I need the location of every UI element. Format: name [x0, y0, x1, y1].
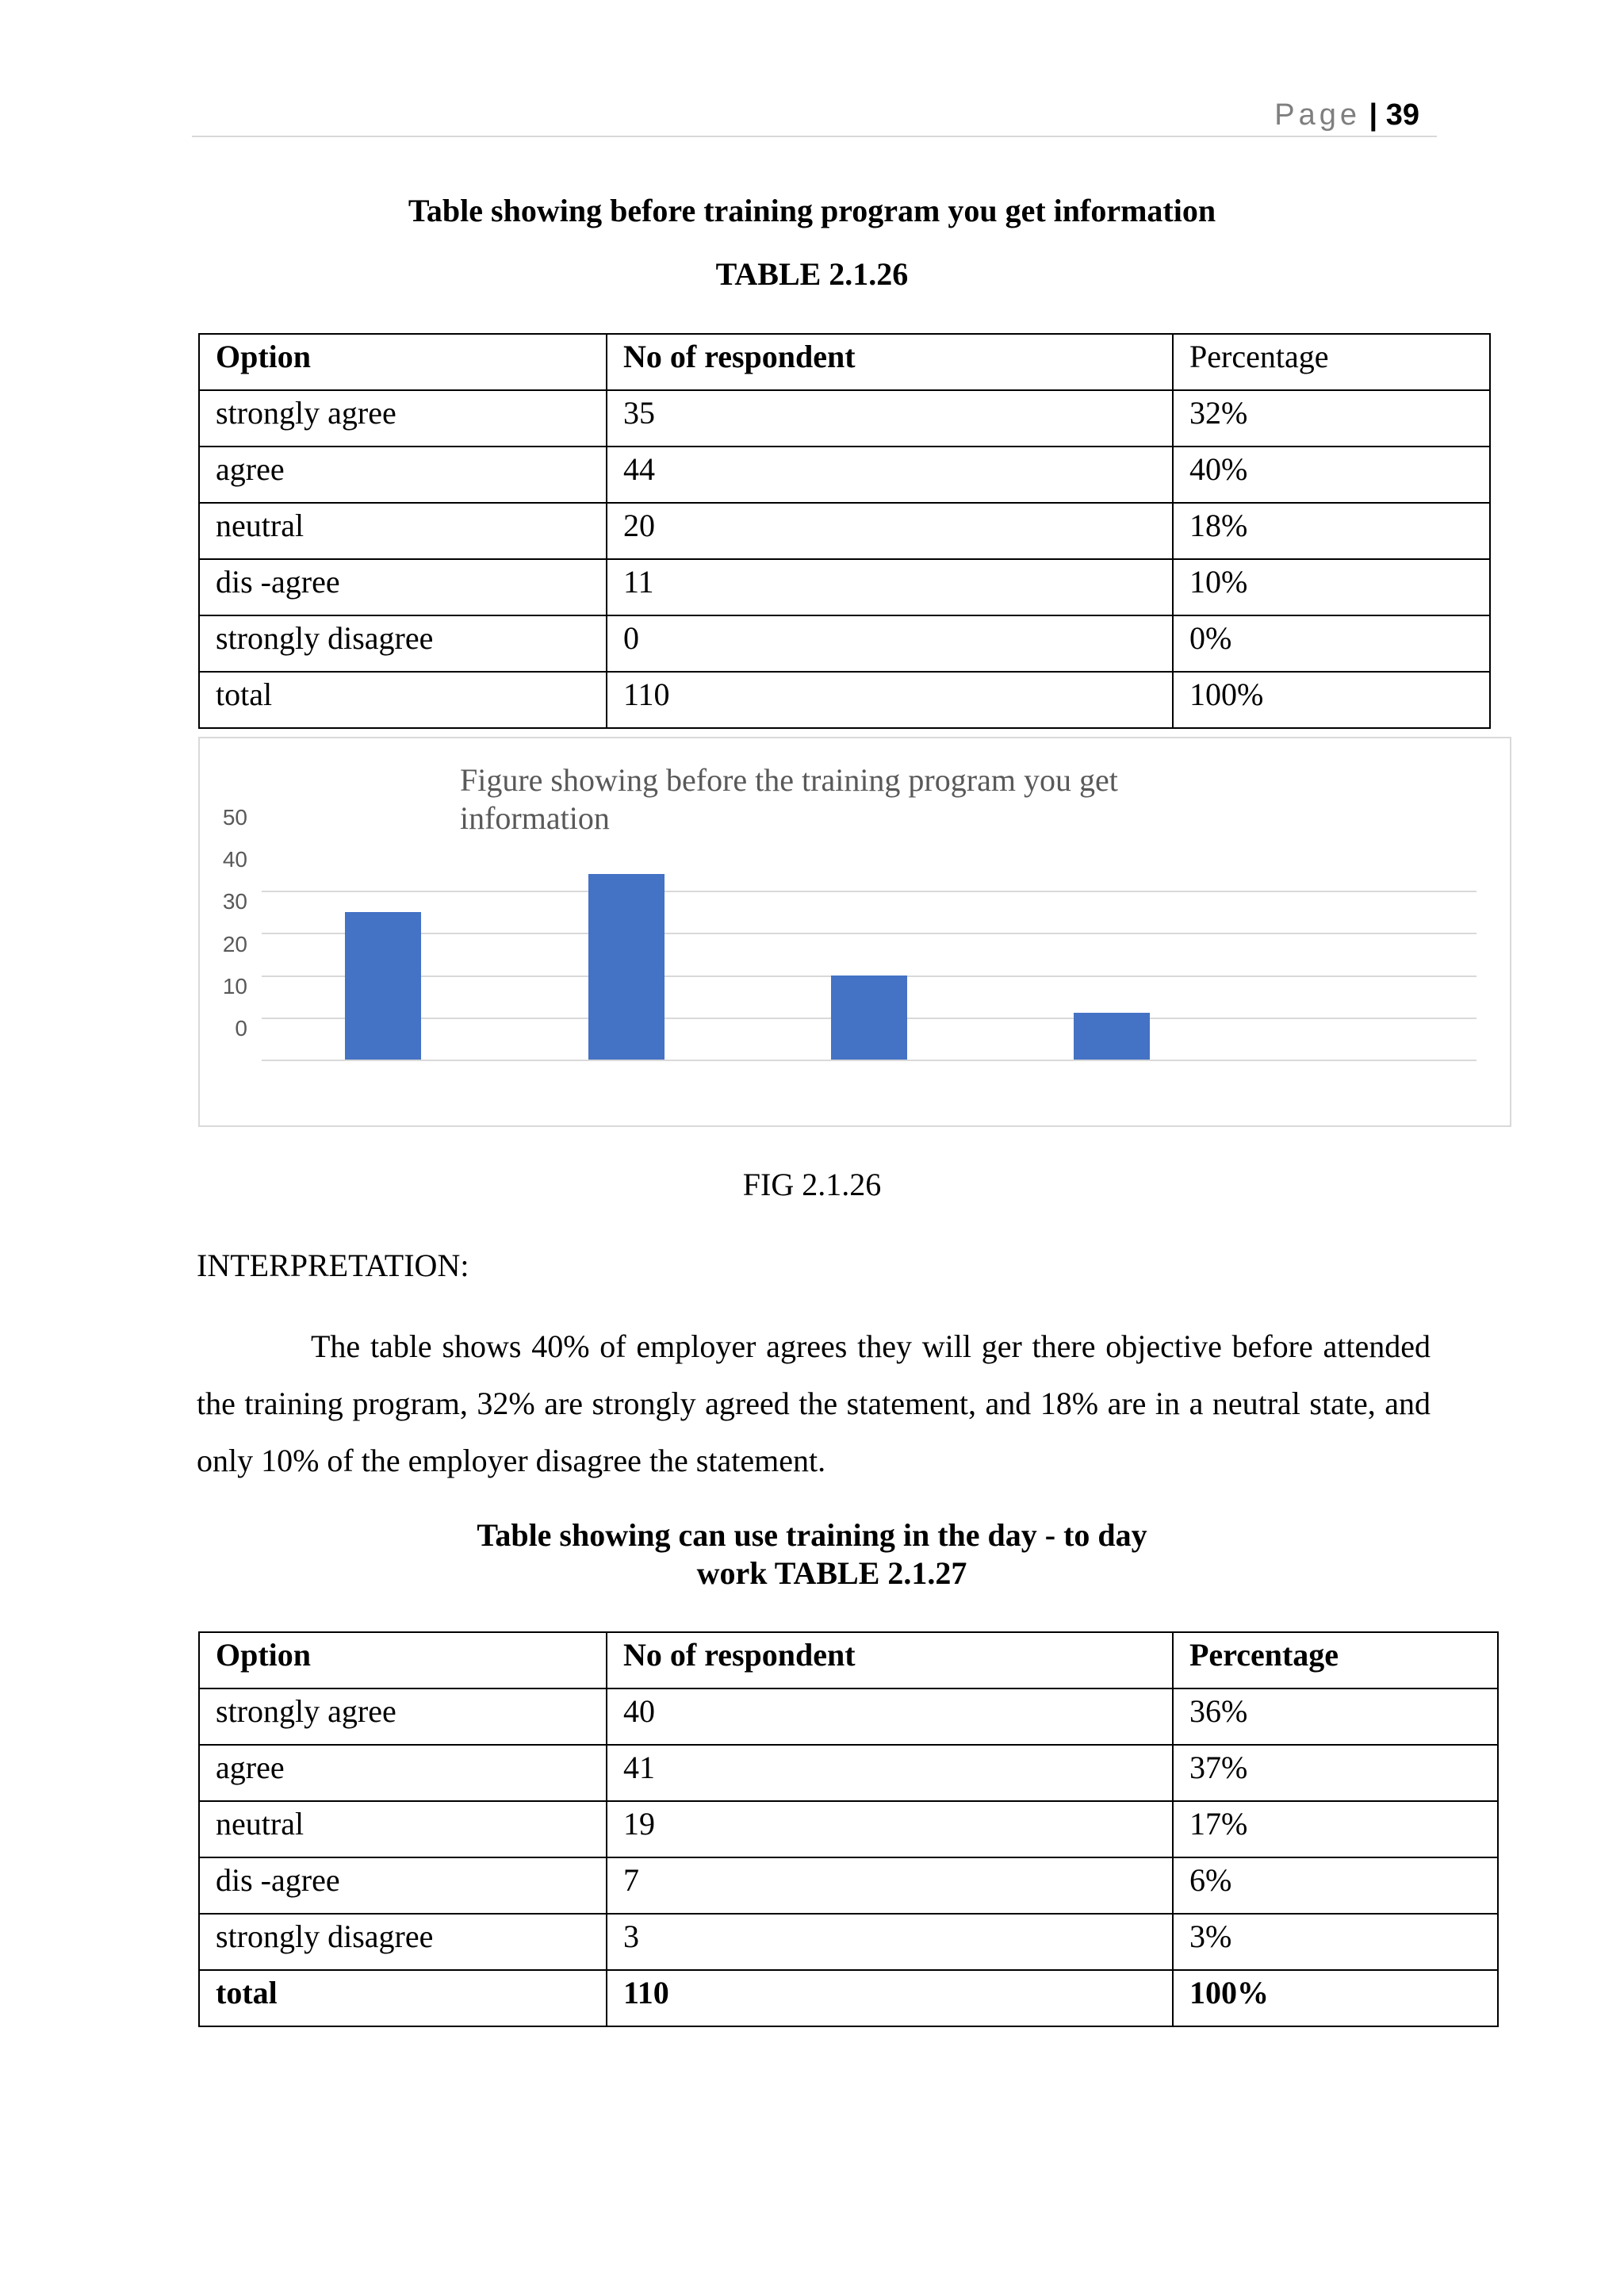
table-cell: 3	[607, 1914, 1173, 1970]
table-header-cell: No of respondent	[607, 334, 1173, 390]
chart-title: Figure showing before the training program you get information	[460, 762, 1118, 836]
table-cell: dis -agree	[199, 559, 607, 615]
table-cell: 7	[607, 1857, 1173, 1914]
table-cell: 35	[607, 390, 1173, 447]
table-cell: neutral	[199, 1801, 607, 1857]
page-header	[1274, 98, 1419, 132]
y-tick-label: 40	[222, 847, 247, 872]
page-separator: |	[1360, 98, 1386, 132]
table-cell: 41	[607, 1745, 1173, 1801]
table-header-cell: Option	[199, 334, 607, 390]
table2-title-line1: Table showing can use training in the day - to day	[477, 1517, 1147, 1553]
table-cell: dis -agree	[199, 1857, 607, 1914]
figure-caption: FIG 2.1.26	[742, 1167, 882, 1202]
table-cell: 11	[607, 559, 1173, 615]
table-cell: agree	[199, 1745, 607, 1801]
table-cell: 3%	[1173, 1914, 1498, 1970]
table-cell: 44	[607, 447, 1173, 503]
y-tick-label: 10	[222, 973, 247, 999]
table1-label: TABLE 2.1.26	[715, 256, 909, 292]
table1-title: Table showing before training program you get information	[408, 193, 1216, 228]
table-cell: strongly agree	[199, 390, 607, 447]
table-cell: 20	[607, 503, 1173, 559]
table-cell: 10%	[1173, 559, 1490, 615]
table-total-row	[199, 1970, 1498, 2026]
chart-gridline	[262, 1060, 1477, 1061]
chart-bar	[345, 912, 421, 1060]
table-cell: strongly disagree	[199, 1914, 607, 1970]
table-cell: 17%	[1173, 1801, 1498, 1857]
table-cell: 19	[607, 1801, 1173, 1857]
header-divider	[192, 136, 1437, 137]
table-cell: neutral	[199, 503, 607, 559]
y-tick-label: 30	[222, 889, 247, 914]
table-cell: 110	[607, 672, 1173, 728]
table-cell: 32%	[1173, 390, 1490, 447]
table-header-cell: Option	[199, 1632, 607, 1688]
table2	[198, 1631, 1499, 2027]
table-header-row	[199, 334, 1490, 390]
table-row	[199, 503, 1490, 559]
y-tick-label: 0	[235, 1016, 247, 1041]
table-cell: 40	[607, 1688, 1173, 1745]
table-cell: 37%	[1173, 1745, 1498, 1801]
table-cell: 110	[607, 1970, 1173, 2026]
page-label: Page	[1274, 98, 1361, 132]
table-row	[199, 390, 1490, 447]
table2-title	[0, 1516, 1624, 1593]
table-row	[199, 1801, 1498, 1857]
table-row	[199, 1745, 1498, 1801]
table-cell: agree	[199, 447, 607, 503]
table-cell: strongly agree	[199, 1688, 607, 1745]
y-tick-label: 50	[222, 805, 247, 830]
chart-gridline	[262, 933, 1477, 934]
table-cell: 0%	[1173, 615, 1490, 672]
table-row	[199, 615, 1490, 672]
table-cell: 100%	[1173, 1970, 1498, 2026]
table-cell: 40%	[1173, 447, 1490, 503]
table-header-cell: No of respondent	[607, 1632, 1173, 1688]
table-header-cell: Percentage	[1173, 334, 1490, 390]
page-number: 39	[1385, 98, 1419, 132]
table-cell: total	[199, 672, 607, 728]
table1	[198, 333, 1491, 729]
table-cell: strongly disagree	[199, 615, 607, 672]
chart-gridline	[262, 891, 1477, 892]
table-row	[199, 447, 1490, 503]
y-tick-label: 20	[222, 931, 247, 956]
table-row	[199, 559, 1490, 615]
interpretation-paragraph: The table shows 40% of employer agrees they will ger there objective before attended the training program, 32% are strongly agreed the statement, and 18% are in a neutral state, and only 10% of the employer disagree the statement.	[197, 1328, 1431, 1478]
table-header-cell: Percentage	[1173, 1632, 1498, 1688]
table-header-row	[199, 1632, 1498, 1688]
chart-bar	[588, 874, 665, 1060]
table-row	[199, 1914, 1498, 1970]
table2-title-line2: work TABLE 2.1.27	[696, 1555, 967, 1591]
interpretation-heading: INTERPRETATION:	[197, 1248, 469, 1283]
chart-bar	[831, 976, 907, 1060]
table-row	[199, 1857, 1498, 1914]
chart-bar	[1074, 1013, 1150, 1060]
table-cell: 36%	[1173, 1688, 1498, 1745]
table-row	[199, 672, 1490, 728]
table-cell: 18%	[1173, 503, 1490, 559]
table-cell: 100%	[1173, 672, 1490, 728]
table-cell: total	[199, 1970, 607, 2026]
table-cell: 0	[607, 615, 1173, 672]
table-cell: 6%	[1173, 1857, 1498, 1914]
table-row	[199, 1688, 1498, 1745]
